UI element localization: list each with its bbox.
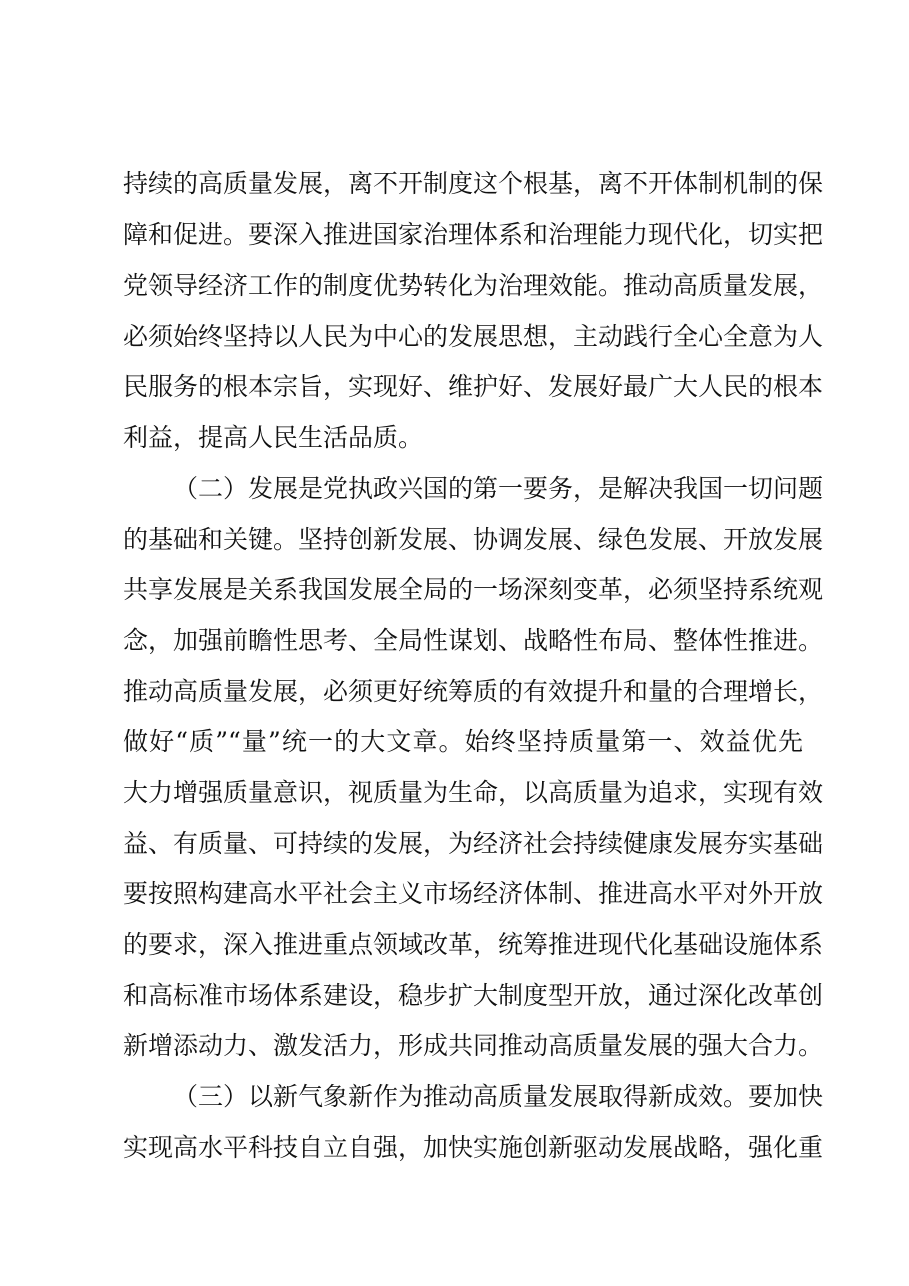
text-line: 障和促进。要深入推进国家治理体系和治理能力现代化，切实把 (123, 220, 824, 249)
text-line: 要按照构建高水平社会主义市场经济体制、推进高水平对外开放 (123, 879, 824, 908)
text-line: 必须始终坚持以人民为中心的发展思想，主动践行全心全意为人 (123, 322, 824, 351)
text-line: 持续的高质量发展，离不开制度这个根基，离不开体制机制的保 (123, 169, 824, 198)
text-line: 推动高质量发展，必须更好统筹质的有效提升和量的合理增长， (123, 677, 824, 706)
text-line: 念，加强前瞻性思考、全局性谋划、战略性布局、整体性推进。 (123, 626, 824, 655)
text-line: 利益，提高人民生活品质。 (123, 423, 424, 452)
paragraph-heading-line: （三）以新气象新作为推动高质量发展取得新成效。要加快 (173, 1082, 824, 1111)
text-line: 实现高水平科技自立自强，加快实施创新驱动发展战略，强化重 (123, 1133, 824, 1162)
text-line: 大力增强质量意识，视质量为生命，以高质量为追求，实现有效 (123, 778, 824, 807)
text-line: 共享发展是关系我国发展全局的一场深刻变革，必须坚持系统观 (123, 575, 824, 604)
paragraph-heading-line: （二）发展是党执政兴国的第一要务，是解决我国一切问题 (173, 474, 824, 503)
text-line: 的要求，深入推进重点领域改革，统筹推进现代化基础设施体系 (123, 930, 824, 959)
text-line: 的基础和关键。坚持创新发展、协调发展、绿色发展、开放发展 (123, 525, 824, 554)
text-line: 做好“质”“量”统一的大文章。始终坚持质量第一、效益优先 (123, 727, 803, 756)
text-line: 和高标准市场体系建设，稳步扩大制度型开放，通过深化改革创 (123, 981, 824, 1010)
text-line: 党领导经济工作的制度优势转化为治理效能。推动高质量发展， (123, 271, 824, 300)
text-line: 新增添动力、激发活力，形成共同推动高质量发展的强大合力。 (123, 1031, 824, 1060)
text-line: 益、有质量、可持续的发展，为经济社会持续健康发展夯实基础 (123, 829, 824, 858)
text-line: 民服务的根本宗旨，实现好、维护好、发展好最广大人民的根本 (123, 372, 824, 401)
